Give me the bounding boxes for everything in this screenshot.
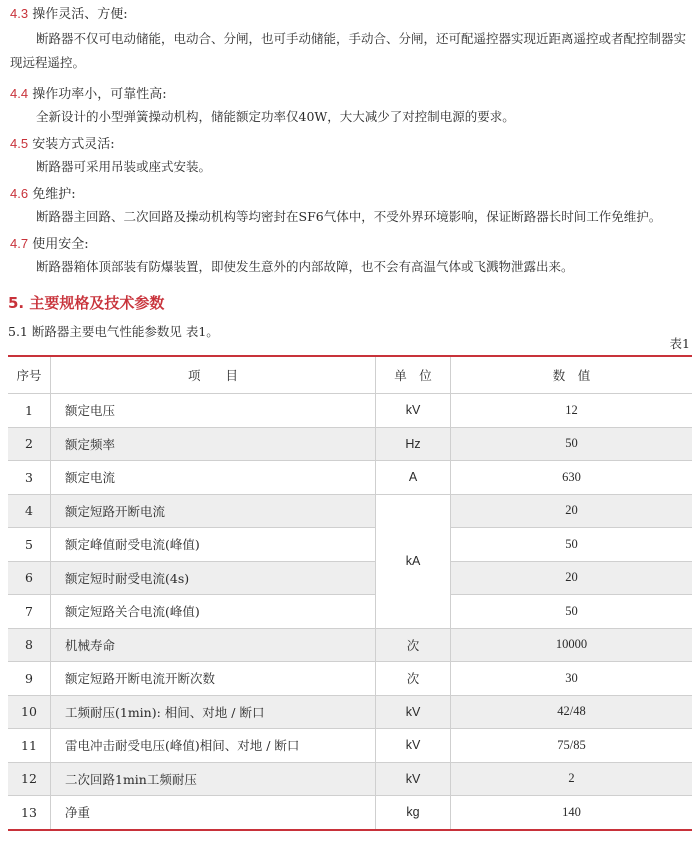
row-unit: A bbox=[376, 461, 451, 495]
section-number: 4.5 bbox=[10, 136, 29, 151]
section-heading bbox=[10, 186, 694, 203]
row-no: 3 bbox=[8, 461, 51, 495]
row-value: 140 bbox=[451, 796, 693, 830]
section-heading bbox=[10, 6, 694, 23]
row-no: 11 bbox=[8, 729, 51, 763]
table-header-row bbox=[8, 356, 692, 394]
section-4-5 bbox=[10, 136, 694, 179]
section-heading bbox=[10, 236, 694, 253]
section-body: 断路器不仅可电动储能，电动合、分闸，也可手动储能，手动合、分闸，还可配遥控器实现近距离遥控或者配控制器实现远程遥控。 bbox=[10, 31, 687, 70]
row-no: 12 bbox=[8, 762, 51, 796]
row-unit: kg bbox=[376, 796, 451, 830]
row-item: 额定峰值耐受电流(峰值) bbox=[51, 528, 376, 562]
row-item: 机械寿命 bbox=[51, 628, 376, 662]
row-value: 30 bbox=[451, 662, 693, 696]
section-number: 4.4 bbox=[10, 86, 29, 101]
row-value: 50 bbox=[451, 595, 693, 629]
section-4-4 bbox=[10, 86, 694, 129]
section-number: 4.3 bbox=[10, 6, 29, 21]
header-item: 项 目 bbox=[51, 356, 376, 394]
table-row bbox=[8, 796, 692, 830]
section-heading bbox=[10, 86, 694, 103]
row-no: 1 bbox=[8, 394, 51, 428]
section-4-7 bbox=[10, 236, 694, 279]
row-value: 12 bbox=[451, 394, 693, 428]
table-row bbox=[8, 729, 692, 763]
table-row bbox=[8, 394, 692, 428]
table-row bbox=[8, 528, 692, 562]
table-row bbox=[8, 695, 692, 729]
row-value: 20 bbox=[451, 494, 693, 528]
row-no: 8 bbox=[8, 628, 51, 662]
table-row bbox=[8, 561, 692, 595]
section-title: 安装方式灵活: bbox=[32, 137, 115, 152]
table-row bbox=[8, 595, 692, 629]
row-unit: 次 bbox=[376, 662, 451, 696]
row-value: 75/85 bbox=[451, 729, 693, 763]
section-number: 4.7 bbox=[10, 236, 29, 251]
row-no: 13 bbox=[8, 796, 51, 830]
section-title: 操作灵活、方便: bbox=[32, 7, 128, 22]
row-item: 额定电压 bbox=[51, 394, 376, 428]
row-no: 2 bbox=[8, 427, 51, 461]
header-value: 数 值 bbox=[451, 356, 693, 394]
row-item: 额定频率 bbox=[51, 427, 376, 461]
table-row bbox=[8, 762, 692, 796]
row-no: 4 bbox=[8, 494, 51, 528]
row-item: 净重 bbox=[51, 796, 376, 830]
section-body: 断路器可采用吊装或座式安装。 bbox=[36, 159, 212, 174]
row-unit: 次 bbox=[376, 628, 451, 662]
row-item: 二次回路1min工频耐压 bbox=[51, 762, 376, 796]
section-heading bbox=[10, 136, 694, 153]
row-unit-merged: kA bbox=[376, 494, 451, 628]
section-title: 免维护: bbox=[32, 187, 76, 202]
row-item: 额定短路开断电流 bbox=[51, 494, 376, 528]
row-value: 42/48 bbox=[451, 695, 693, 729]
table-row bbox=[8, 662, 692, 696]
row-item: 额定短路开断电流开断次数 bbox=[51, 662, 376, 696]
header-unit: 单 位 bbox=[376, 356, 451, 394]
row-no: 6 bbox=[8, 561, 51, 595]
section-4-3 bbox=[10, 6, 694, 75]
spec-table bbox=[8, 355, 692, 831]
row-unit: kV bbox=[376, 729, 451, 763]
section-title: 操作功率小，可靠性高: bbox=[32, 87, 167, 102]
row-item: 雷电冲击耐受电压(峰值)相间、对地 / 断口 bbox=[51, 729, 376, 763]
table-row bbox=[8, 628, 692, 662]
row-no: 5 bbox=[8, 528, 51, 562]
header-no: 序号 bbox=[8, 356, 51, 394]
table-row bbox=[8, 494, 692, 528]
row-item: 额定电流 bbox=[51, 461, 376, 495]
section-title: 使用安全: bbox=[32, 237, 89, 252]
row-value: 2 bbox=[451, 762, 693, 796]
row-unit: kV bbox=[376, 394, 451, 428]
row-no: 7 bbox=[8, 595, 51, 629]
section-body: 断路器主回路、二次回路及操动机构等均密封在SF6气体中，不受外界环境影响，保证断路器长时间工作免维护。 bbox=[36, 209, 662, 224]
row-item: 工频耐压(1min): 相间、对地 / 断口 bbox=[51, 695, 376, 729]
row-item: 额定短路关合电流(峰值) bbox=[51, 595, 376, 629]
table-label: 表1 bbox=[669, 336, 690, 351]
row-value: 50 bbox=[451, 528, 693, 562]
row-unit: kV bbox=[376, 695, 451, 729]
table-row bbox=[8, 461, 692, 495]
section-number: 4.6 bbox=[10, 186, 29, 201]
row-unit: Hz bbox=[376, 427, 451, 461]
section-body: 全新设计的小型弹簧操动机构，储能额定功率仅40W，大大减少了对控制电源的要求。 bbox=[36, 109, 515, 124]
row-no: 9 bbox=[8, 662, 51, 696]
section-5-heading: 5. 主要规格及技术参数 bbox=[8, 294, 165, 312]
section-body: 断路器箱体顶部装有防爆装置，即使发生意外的内部故障，也不会有高温气体或飞溅物泄露出来。 bbox=[36, 259, 574, 274]
row-unit: kV bbox=[376, 762, 451, 796]
table-row bbox=[8, 427, 692, 461]
row-value: 10000 bbox=[451, 628, 693, 662]
table-intro: 5.1 断路器主要电气性能参数见 表1。 bbox=[8, 324, 219, 339]
row-value: 50 bbox=[451, 427, 693, 461]
row-no: 10 bbox=[8, 695, 51, 729]
section-4-6 bbox=[10, 186, 694, 229]
row-item: 额定短时耐受电流(4s) bbox=[51, 561, 376, 595]
row-value: 630 bbox=[451, 461, 693, 495]
row-value: 20 bbox=[451, 561, 693, 595]
